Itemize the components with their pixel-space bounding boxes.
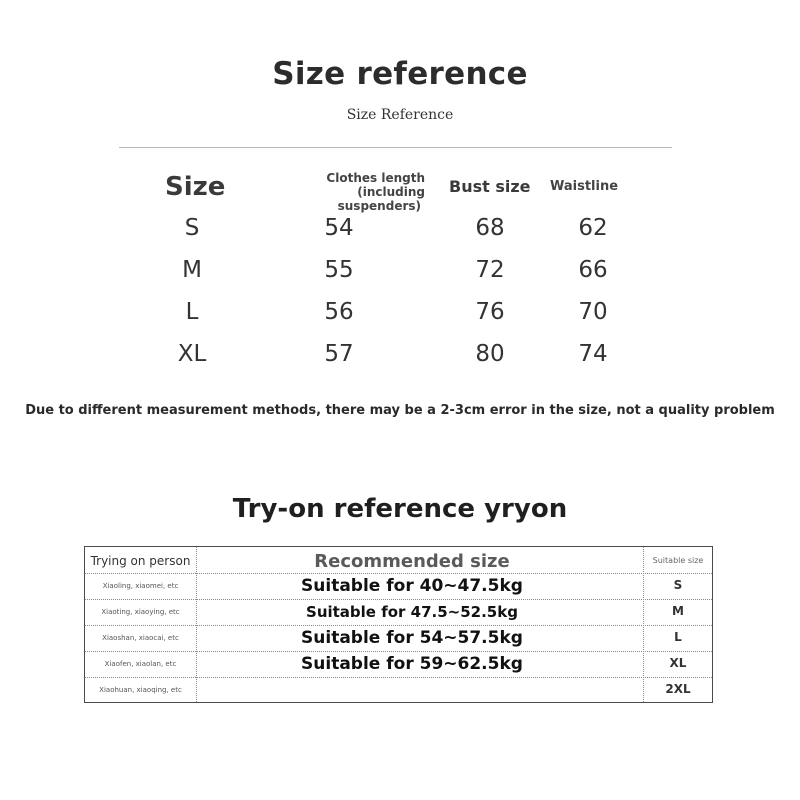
header-clothes-length: [255, 171, 425, 213]
size-cell: S: [184, 215, 200, 241]
waist-cell: 74: [578, 341, 608, 367]
tryon-table: [84, 546, 713, 703]
suitable-size: XL: [669, 656, 687, 670]
bust-cell: 72: [475, 257, 505, 283]
recommendation: Suitable for 59~62.5kg: [301, 654, 523, 674]
waist-cell: 70: [578, 299, 608, 325]
suitable-size: L: [674, 630, 682, 644]
row-divider: [85, 625, 712, 626]
recommendation: Suitable for 40~47.5kg: [301, 576, 523, 596]
column-divider: [643, 547, 644, 702]
waist-cell: 66: [578, 257, 608, 283]
person-name: Xiaoshan, xiaocai, etc: [102, 634, 179, 642]
size-cell: XL: [177, 341, 207, 367]
tryon-reference-title: Try-on reference yryon: [232, 494, 568, 524]
length-cell: 54: [324, 215, 354, 241]
person-name: Xiaofen, xiaolan, etc: [104, 660, 177, 668]
person-name: Xiaoting, xiaoying, etc: [101, 608, 180, 616]
suitable-size: 2XL: [665, 682, 691, 696]
size-cell: L: [185, 299, 199, 325]
header-suitable-size: Suitable size: [652, 556, 704, 565]
measurement-note: Due to different measurement methods, there may be a 2-3cm error in the size, not a quality problem: [25, 403, 775, 418]
header-trying-on-person: Trying on person: [90, 554, 191, 568]
row-divider: [85, 651, 712, 652]
size-reference-title: Size reference: [272, 56, 528, 92]
suitable-size: M: [672, 604, 684, 618]
row-divider: [85, 677, 712, 678]
header-waistline: Waistline: [550, 179, 619, 194]
length-cell: 56: [324, 299, 354, 325]
recommendation: Suitable for 54~57.5kg: [301, 628, 523, 648]
header-bust-size: Bust size: [449, 177, 531, 196]
header-clothes-length-line2: suspenders): [337, 199, 421, 213]
size-cell: M: [182, 257, 202, 283]
person-name: Xiaoling, xiaomei, etc: [102, 582, 179, 590]
size-reference-subtitle: Size Reference: [346, 107, 454, 123]
length-cell: 55: [324, 257, 354, 283]
row-divider: [85, 573, 712, 574]
divider: [119, 147, 672, 148]
row-divider: [85, 599, 712, 600]
bust-cell: 76: [475, 299, 505, 325]
header-recommended-size: Recommended size: [314, 551, 510, 572]
header-clothes-length-line1: Clothes length (including: [326, 171, 425, 199]
length-cell: 57: [324, 341, 354, 367]
bust-cell: 68: [475, 215, 505, 241]
bust-cell: 80: [475, 341, 505, 367]
waist-cell: 62: [578, 215, 608, 241]
person-name: Xiaohuan, xiaoqing, etc: [99, 686, 182, 694]
header-size: Size: [165, 172, 226, 202]
suitable-size: S: [673, 578, 683, 592]
recommendation: Suitable for 47.5~52.5kg: [306, 603, 518, 621]
